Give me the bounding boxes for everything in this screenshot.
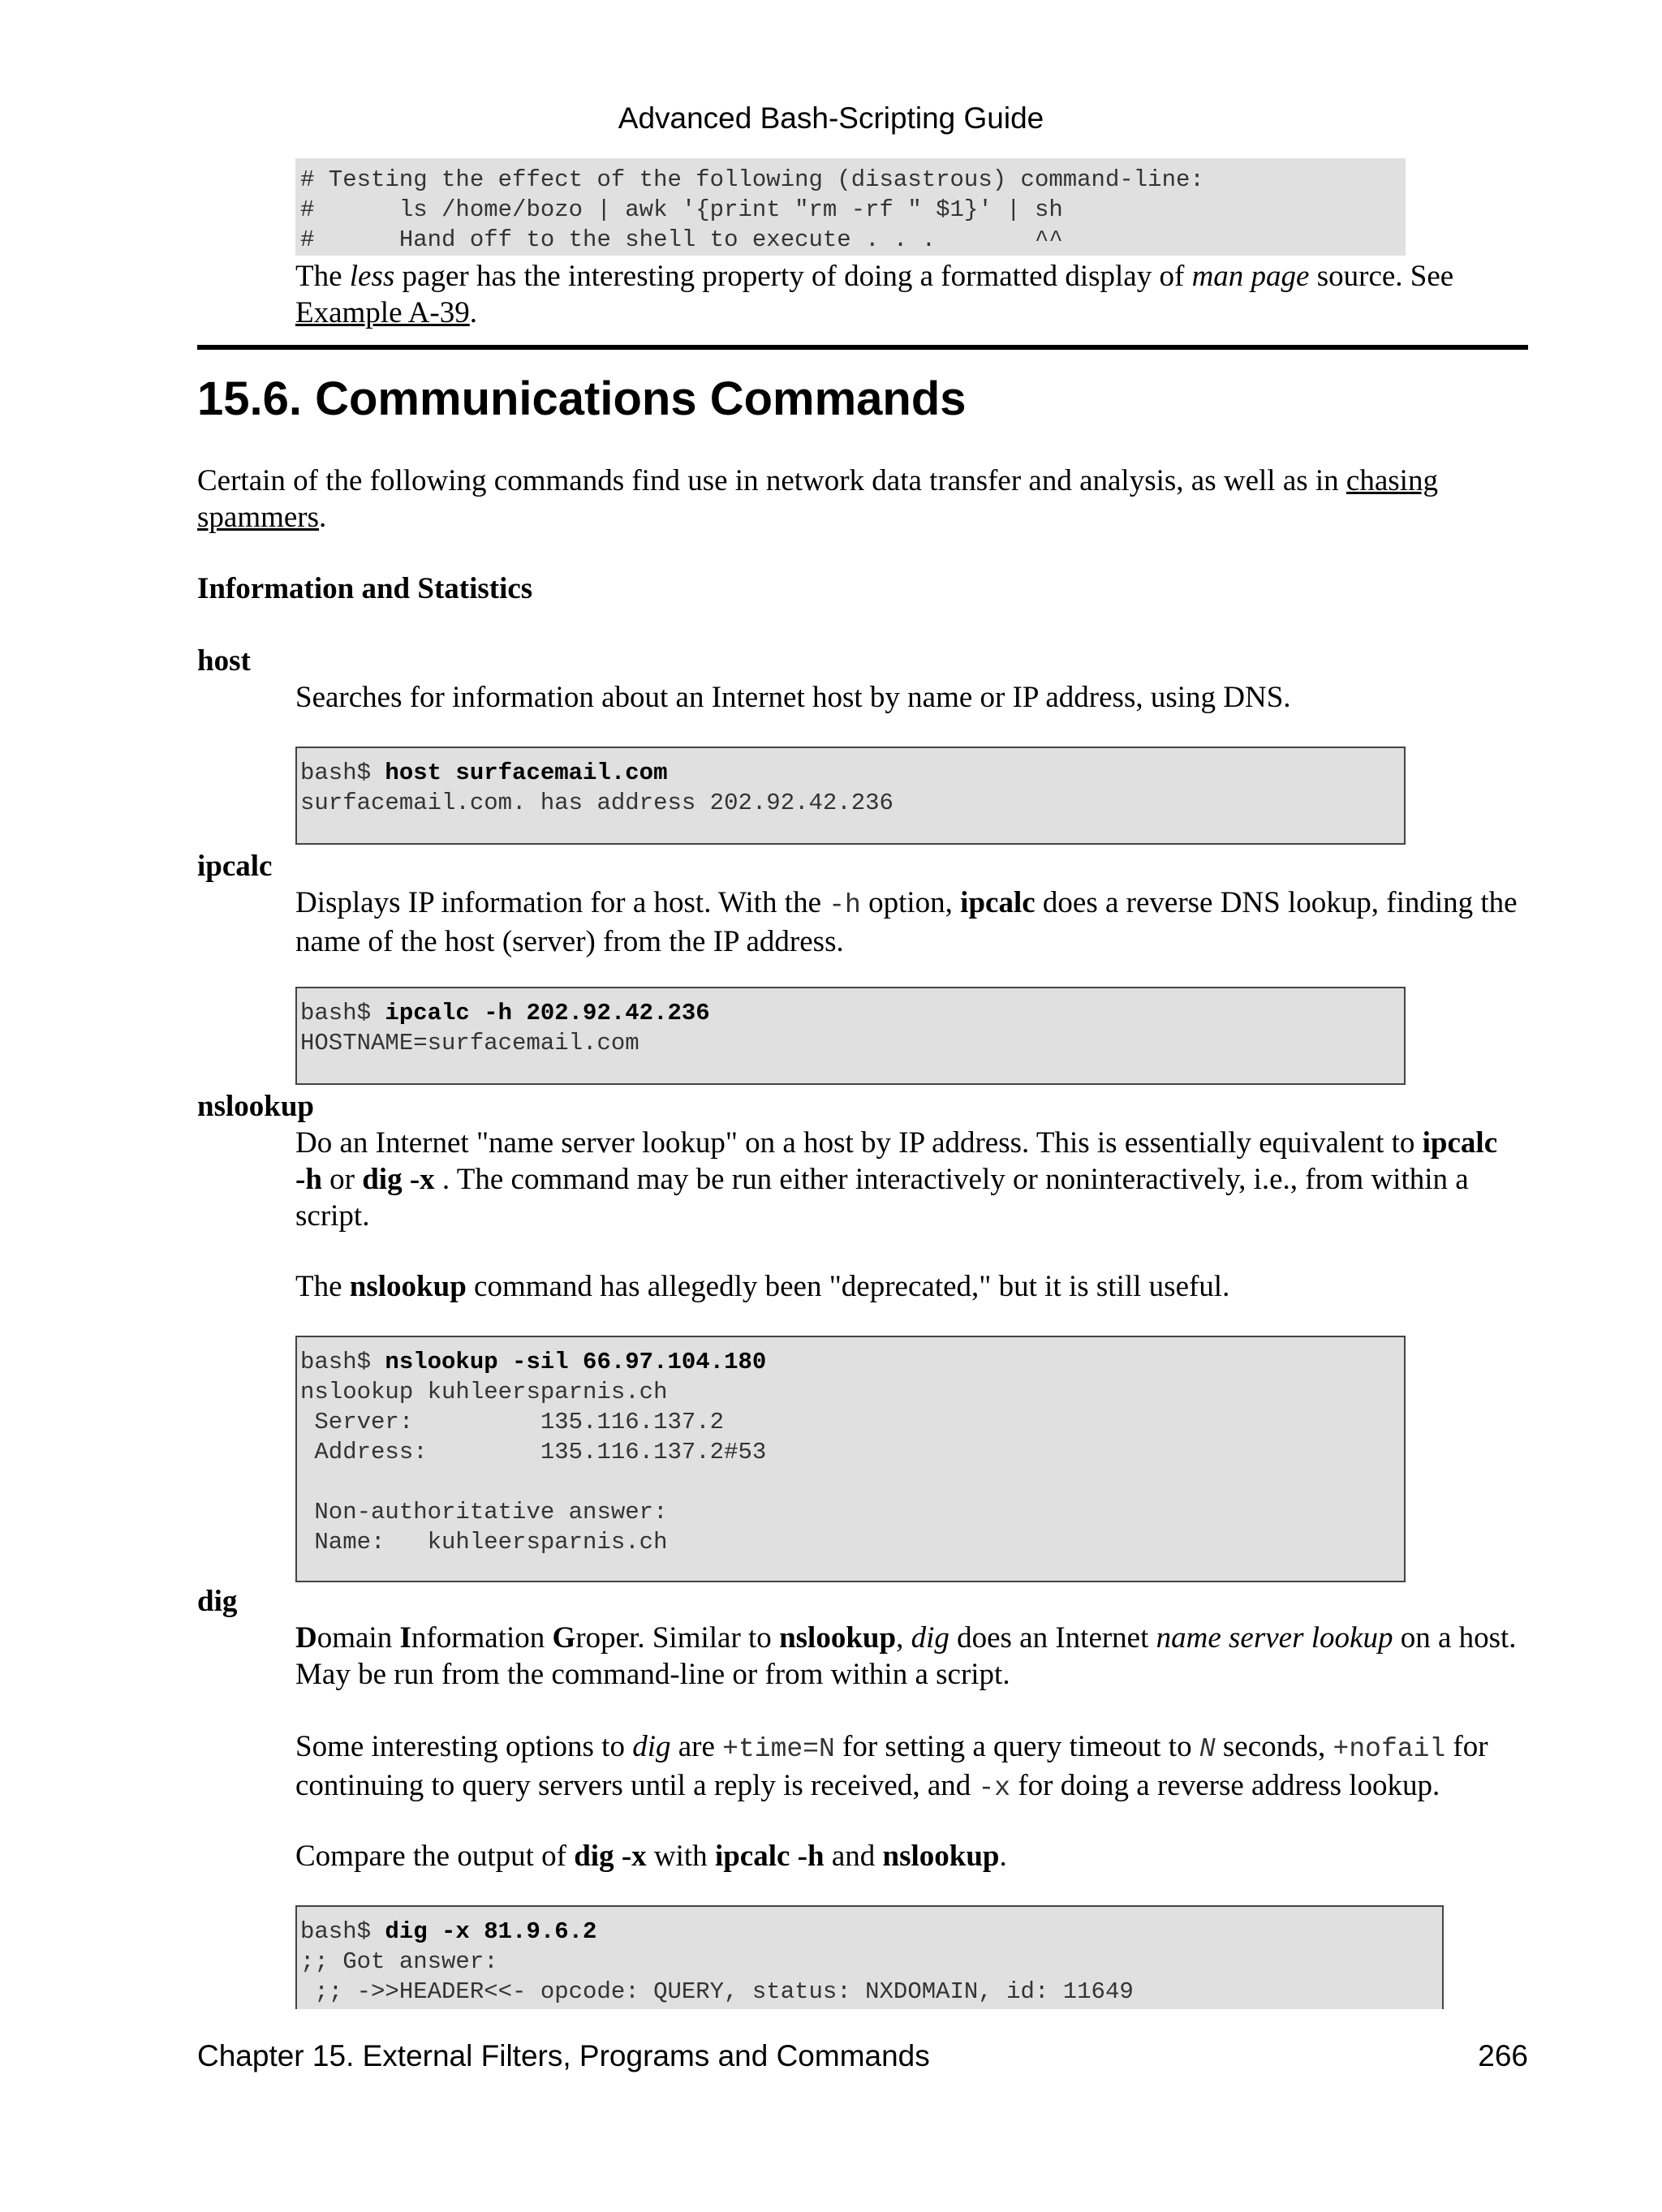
code-line: Name: kuhleersparnis.ch: [300, 1529, 668, 1556]
dig-description: Domain Information Groper. Similar to nslookup, dig does an Internet name server lookup on a host. May be run from the command-line or from within a script.: [295, 1621, 1517, 1691]
code-line: Non-authoritative answer:: [300, 1499, 668, 1526]
code-line: surfacemail.com. has address 202.92.42.236: [300, 790, 893, 816]
code-block-lines: [300, 998, 710, 1058]
code-block-lines: [300, 1347, 766, 1557]
running-footer: [197, 2037, 1528, 2076]
page-number: 266: [1478, 2039, 1528, 2072]
code-line: ;; Got answer:: [300, 1948, 498, 1975]
intro-paragraph: Certain of the following commands find use in network data transfer and analysis, as well as in chasing spammers.: [197, 464, 1438, 534]
dig-options-paragraph: Some interesting options to dig are +time=N for setting a query timeout to N seconds, +nofail for continuing to query servers until a reply is received, and -x for doing a reverse address lookup.: [295, 1730, 1488, 1803]
code-line: bash$ host surfacemail.com: [300, 760, 668, 786]
term-dig: dig: [197, 1585, 238, 1618]
running-header: Advanced Bash-Scripting Guide: [618, 101, 1044, 135]
chasing-spammers-link[interactable]: chasing: [1346, 464, 1438, 497]
section-title: 15.6. Communications Commands: [197, 372, 967, 425]
code-line: bash$ nslookup -sil 66.97.104.180: [300, 1349, 767, 1375]
code-line: [300, 1467, 766, 1497]
code-line: # ls /home/bozo | awk '{print "rm -rf " $1}' | sh: [300, 196, 1063, 223]
code-line: Server: 135.116.137.2: [300, 1409, 725, 1435]
chasing-spammers-link-cont[interactable]: spammers: [197, 501, 320, 534]
code-line: Address: 135.116.137.2#53: [300, 1439, 767, 1465]
code-block-nslookup: [295, 1336, 1406, 1582]
code-block-dig: [295, 1905, 1444, 2009]
code-block-awk: [295, 158, 1406, 256]
nslookup-description: Do an Internet "name server lookup" on a host by IP address. This is essentially equivalent to ipcalc -h or dig -x . The command may be run either interactively or noninteractively, i.e., from within a script.: [295, 1126, 1498, 1233]
less-paragraph: The less pager has the interesting property of doing a formatted display of man page source. See Example A-39.: [295, 260, 1454, 329]
code-block-ipcalc: [295, 987, 1406, 1085]
ipcalc-description: Displays IP information for a host. With the -h option, ipcalc does a reverse DNS lookup, finding the name of the host (server) from the IP address.: [295, 886, 1518, 958]
example-a39-link[interactable]: Example A-39: [295, 296, 470, 329]
code-line: HOSTNAME=surfacemail.com: [300, 1030, 639, 1057]
term-nslookup: nslookup: [197, 1090, 314, 1123]
section-rule: [197, 345, 1528, 350]
code-line: # Testing the effect of the following (disastrous) command-line:: [300, 166, 1204, 193]
code-line: bash$ ipcalc -h 202.92.42.236: [300, 1000, 710, 1026]
code-block-lines: [300, 758, 893, 818]
footer-chapter: Chapter 15. External Filters, Programs and Commands: [197, 2039, 930, 2072]
host-description: Searches for information about an Internet host by name or IP address, using DNS.: [295, 681, 1291, 714]
nslookup-deprecated-note: The nslookup command has allegedly been "deprecated," but it is still useful.: [295, 1270, 1230, 1303]
code-line: nslookup kuhleersparnis.ch: [300, 1379, 668, 1405]
code-block-lines: [300, 165, 1204, 255]
term-ipcalc: ipcalc: [197, 850, 273, 883]
subheading: Information and Statistics: [197, 572, 533, 605]
code-line: ;; ->>HEADER<<- opcode: QUERY, status: NXDOMAIN, id: 11649: [300, 1978, 1134, 2005]
code-block-host: [295, 747, 1406, 845]
dig-compare-paragraph: Compare the output of dig -x with ipcalc -h and nslookup.: [295, 1840, 1007, 1873]
code-block-lines: [300, 1917, 1134, 2007]
code-line: bash$ dig -x 81.9.6.2: [300, 1918, 597, 1945]
code-line: # Hand off to the shell to execute . . . ^^: [300, 226, 1063, 253]
term-host: host: [197, 644, 251, 678]
